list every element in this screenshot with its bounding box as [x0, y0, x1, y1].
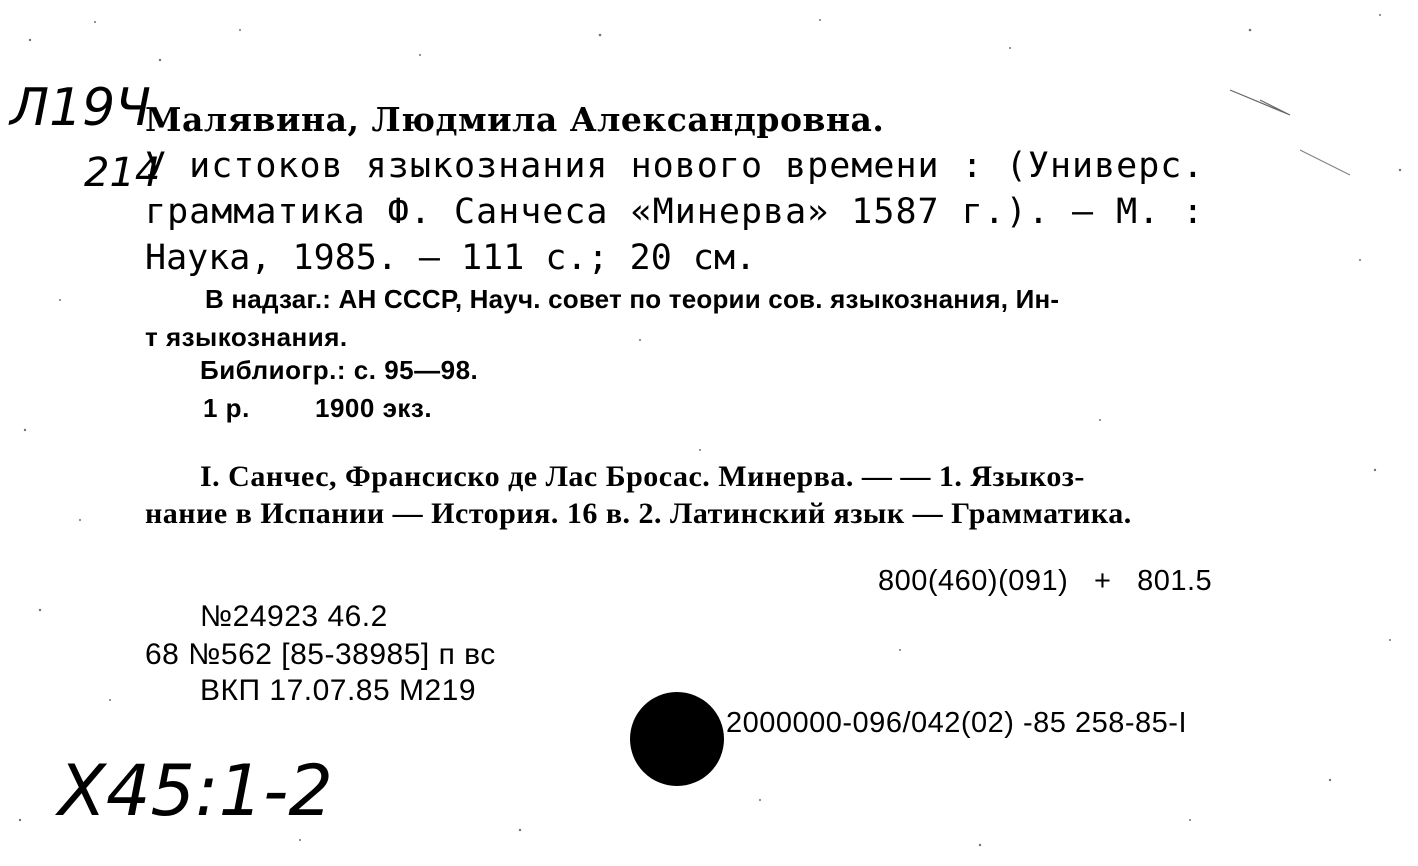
title-line-2: грамматика Ф. Санчеса «Минерва» 1587 г.). — М. : — [145, 192, 1205, 232]
author-heading: Малявина, Людмила Александровна. — [145, 100, 885, 139]
title-line-1: У истоков языкознания нового времени : (Универс. — [145, 146, 1205, 186]
udc-classification: 800(460)(091) + 801.5 — [878, 565, 1213, 597]
note-line-1: В надзаг.: АН СССР, Науч. совет по теории сов. языкознания, Ин- — [205, 284, 1060, 314]
handwritten-call-number: Л19Ч — [10, 78, 151, 138]
catalog-line-1: №24923 46.2 — [200, 600, 388, 633]
catalog-line-2: 68 №562 [85-38985] п вс — [145, 638, 496, 671]
handwritten-index: 214 — [84, 150, 161, 196]
ink-blot — [630, 692, 724, 786]
price: 1 р. — [203, 393, 250, 423]
subject-line-2: нание в Испании — История. 16 в. 2. Латинский язык — Грамматика. — [145, 497, 1132, 530]
subject-line-1: I. Санчес, Франсиско де Лас Бросас. Минерва. — — 1. Языкоз- — [200, 460, 1085, 493]
publication-code: 2000000-096/042(02) -85 258-85-I — [726, 707, 1187, 739]
title-line-3: Наука, 1985. — 111 с.; 20 см. — [145, 238, 757, 278]
print-run: 1900 экз. — [315, 393, 433, 423]
catalog-line-3: ВКП 17.07.85 M219 — [200, 674, 477, 707]
note-line-2: т языкознания. — [145, 322, 348, 352]
bibliography-note: Библиогр.: с. 95—98. — [200, 355, 479, 385]
handwritten-shelf-mark: X45:1-2 — [58, 750, 333, 832]
